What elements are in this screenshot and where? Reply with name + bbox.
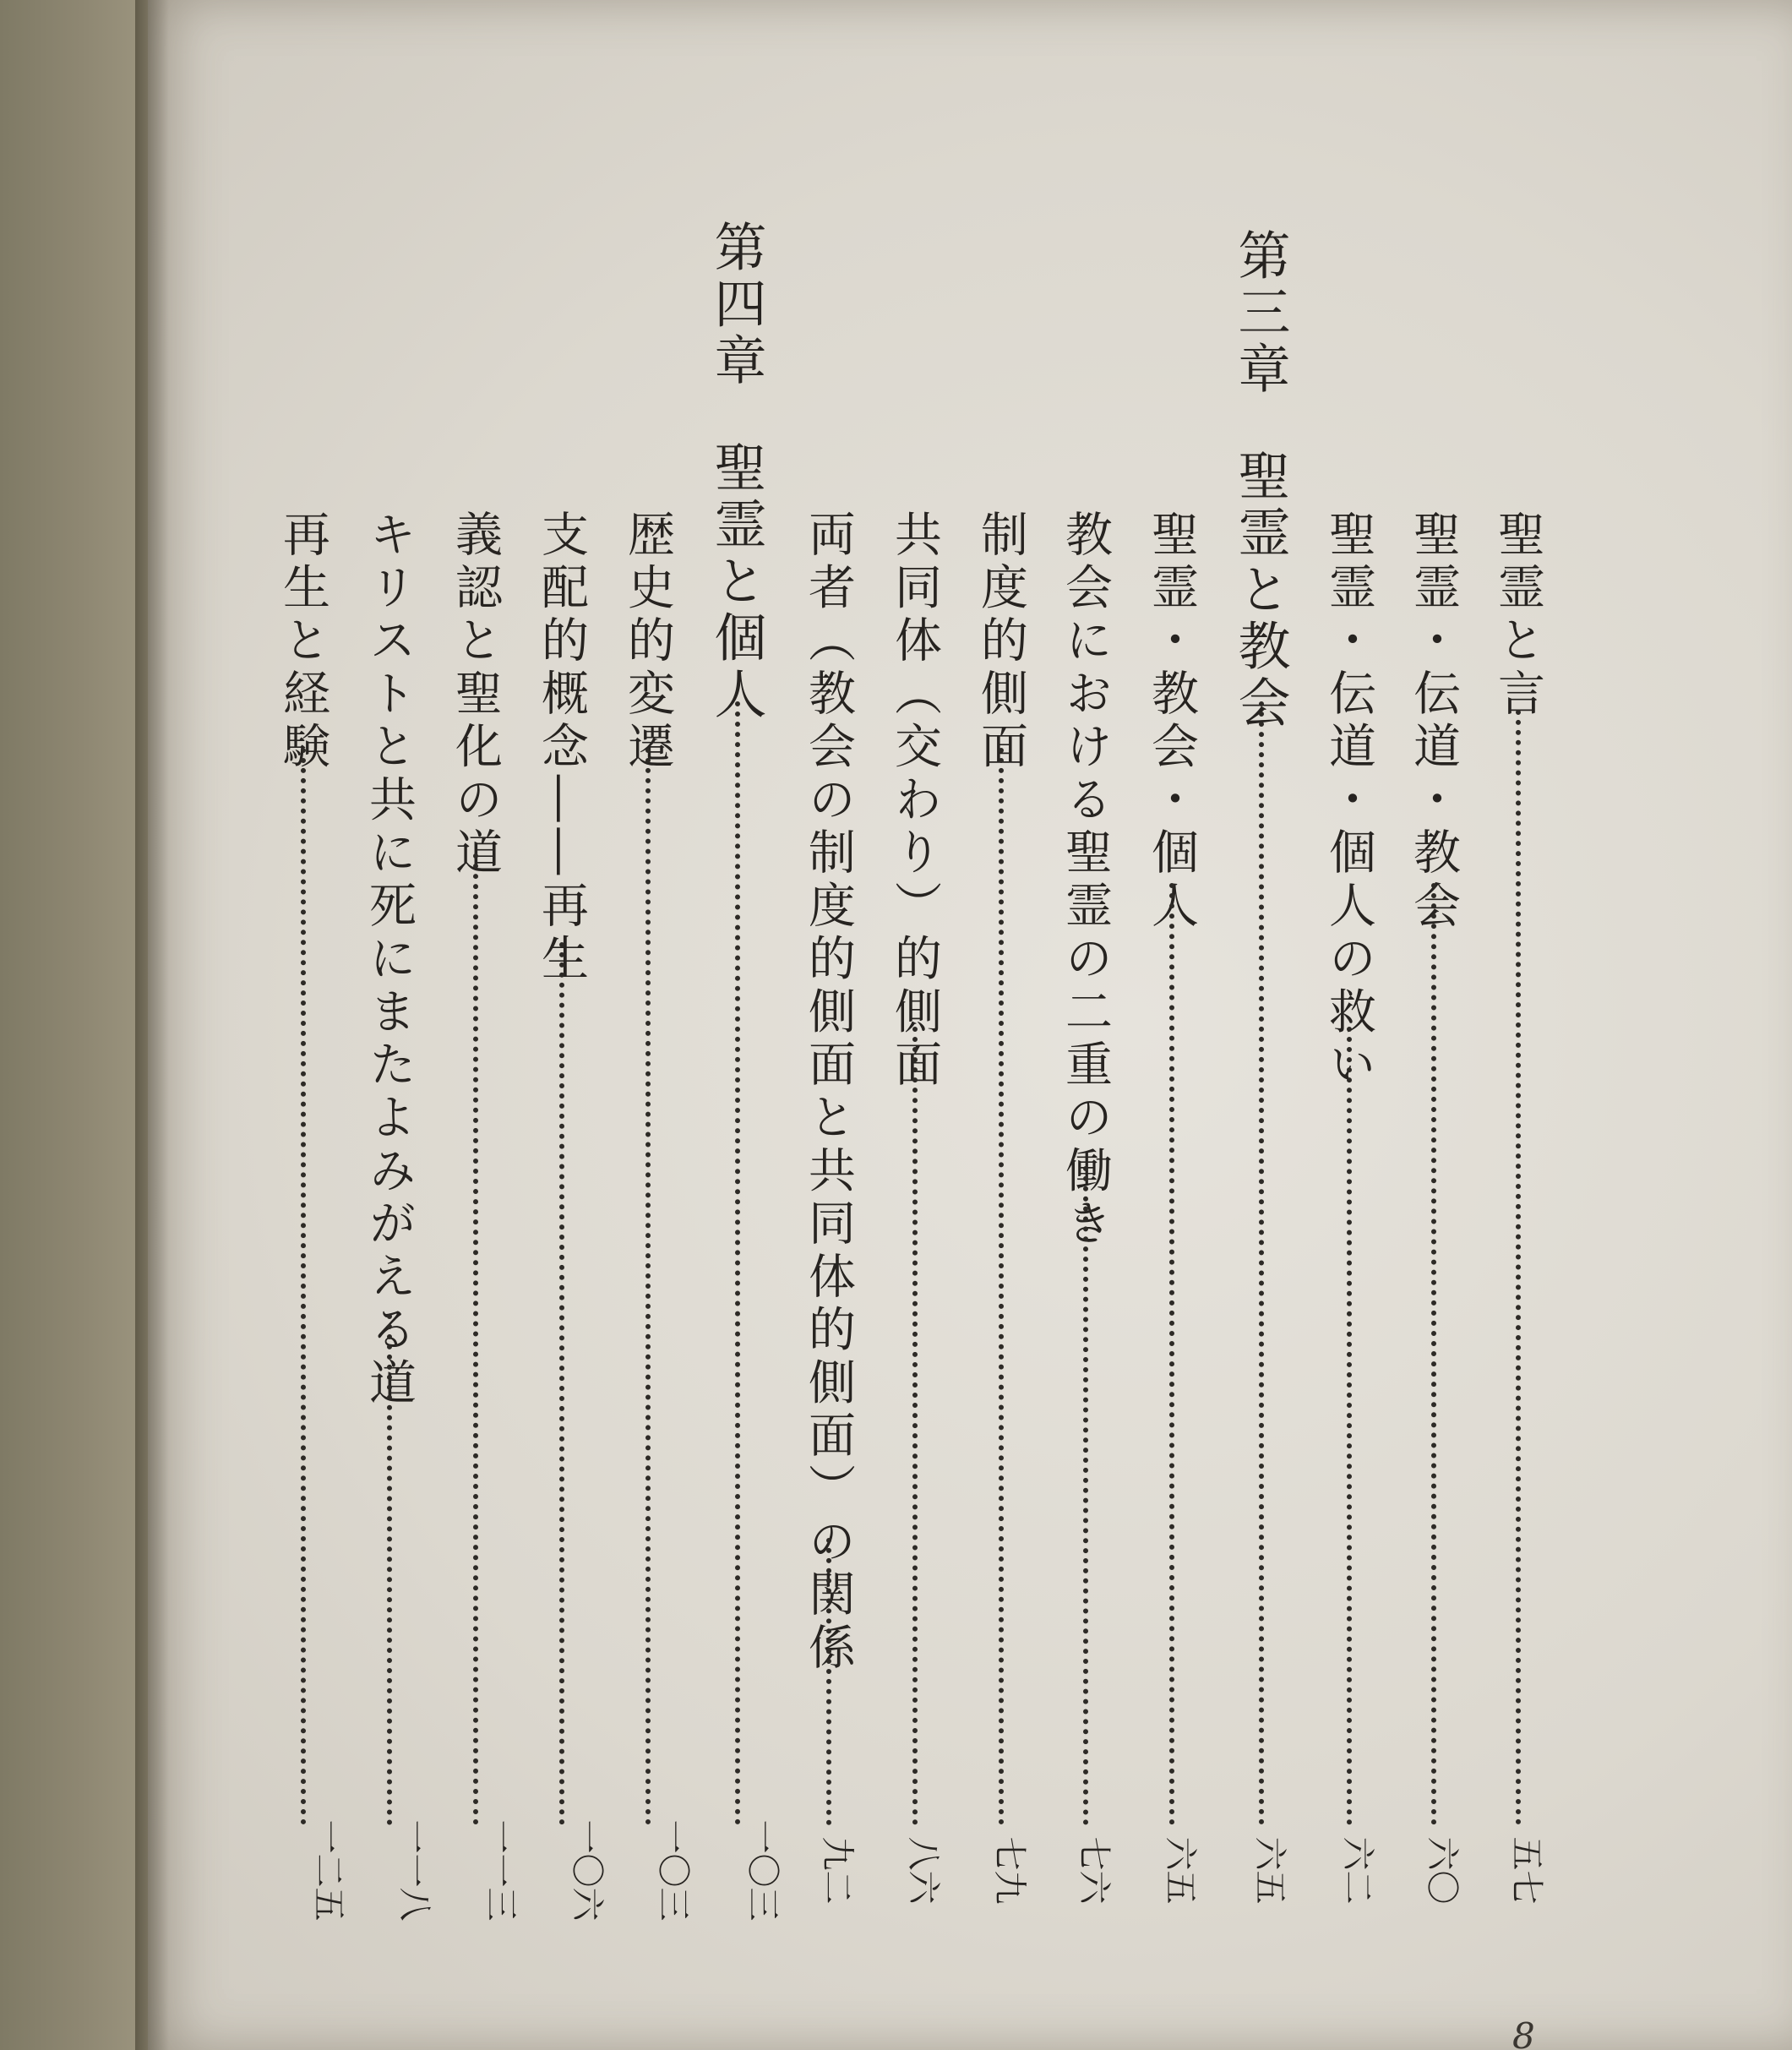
dot-leader [1347,1027,1352,1825]
toc-entry: 聖霊と言 [1490,510,1545,722]
page-number: 一一八 [395,1819,434,1922]
toc-entry: 制度的側面 [973,510,1028,775]
chapter-number: 第四章 [705,220,767,390]
page-number: 一一三 [481,1819,520,1922]
toc-entry: 教会における聖霊の二重の働き [1058,510,1113,1252]
toc-entry: 両者（教会の制度的側面と共同体的側面）の関係 [801,510,856,1676]
toc-entry: 義認と聖化の道 [448,510,503,881]
chapter-title: 聖霊と個人 [705,439,767,723]
chapter-title: 聖霊と教会 [1229,448,1291,732]
page-number: 七六 [1074,1836,1114,1905]
dot-leader [1259,701,1264,1825]
toc-entry: 聖霊・教会・個人 [1144,510,1199,934]
page-number: 一〇三 [743,1819,782,1922]
dot-leader [301,748,306,1825]
toc-entry: 支配的概念――再生 [534,510,589,987]
dot-leader [912,1027,918,1825]
toc-entry: 聖霊・伝道・個人の救い [1321,510,1376,1093]
toc-entry: 歴史的変遷 [620,510,675,775]
page-number: 五七 [1506,1836,1546,1905]
chapter-heading [705,220,767,723]
chapter-number: 第三章 [1229,228,1291,398]
dot-leader [559,942,564,1825]
dot-leader [1169,883,1174,1825]
dot-leader [645,748,651,1825]
page-number: 一〇三 [653,1819,693,1922]
page-number: 六〇 [1422,1836,1462,1905]
page-number: 六五 [1250,1836,1289,1905]
chapter-heading [1229,228,1291,732]
page-number: 六二 [1337,1836,1377,1905]
dot-leader [826,1538,831,1825]
page-folio: 8 [1512,2015,1535,2050]
page-number: 一〇六 [567,1819,607,1922]
toc-entry: 共同体（交わり）的側面 [887,510,942,1093]
dot-leader [1516,710,1521,1825]
dot-leader [1431,883,1436,1825]
dot-leader [735,701,740,1825]
page-number: 一二五 [308,1819,348,1922]
page-number: 七九 [989,1836,1029,1905]
dot-leader [1083,1166,1088,1825]
page-number: 六五 [1160,1836,1200,1905]
toc-entry: 再生と経験 [275,510,330,775]
book-gutter [135,0,169,2050]
facing-page-edge [0,0,148,2050]
page-number: 九二 [817,1836,857,1905]
dot-leader [387,1314,392,1825]
dot-leader [473,853,478,1825]
toc-entry: 聖霊・伝道・教会 [1406,510,1461,934]
dot-leader [999,748,1004,1825]
page-number: 八六 [903,1836,943,1905]
toc-entry: キリストと共に死にまたよみがえる道 [362,510,417,1411]
